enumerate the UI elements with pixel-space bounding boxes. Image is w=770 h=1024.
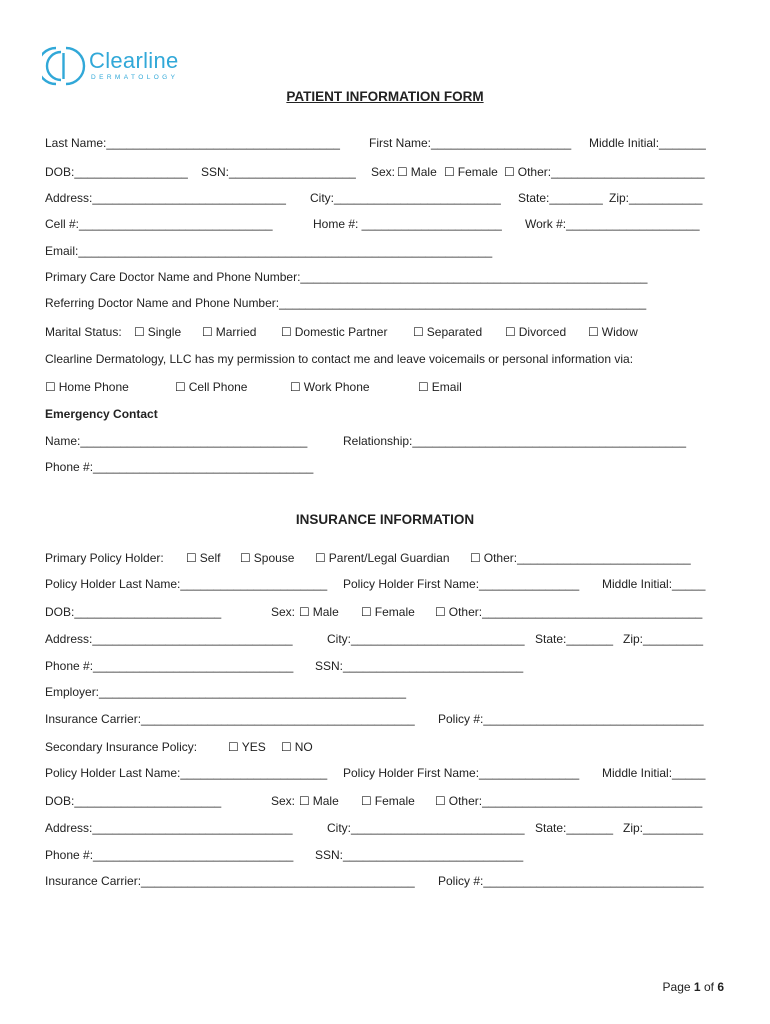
logo-name: Clearline [89, 48, 179, 73]
state-field[interactable]: State:________ [518, 191, 603, 205]
secondary-city-field[interactable]: City:__________________________ [327, 821, 525, 835]
secondary-carrier-field[interactable]: Insurance Carrier:_________________________________________ [45, 874, 415, 888]
secondary-state-field[interactable]: State:_______ [535, 821, 614, 835]
sex-female-checkbox[interactable]: ☐ Female [444, 165, 498, 179]
middle-initial-field[interactable]: Middle Initial:_______ [589, 136, 706, 150]
primary-policy-holder-label: Primary Policy Holder: [45, 551, 164, 565]
insurance-phone-field[interactable]: Phone #:______________________________ [45, 659, 294, 673]
secondary-sex-male-checkbox[interactable]: ☐ Male [299, 794, 339, 808]
insurance-ssn-field[interactable]: SSN:___________________________ [315, 659, 524, 673]
zip-field[interactable]: Zip:___________ [609, 191, 703, 205]
page-word: Page [662, 980, 691, 994]
secondary-holder-first-name-field[interactable]: Policy Holder First Name:_______________ [343, 766, 580, 780]
secondary-sex-female-checkbox[interactable]: ☐ Female [361, 794, 415, 808]
policy-number-field[interactable]: Policy #:_________________________________ [438, 712, 704, 726]
holder-parent-guardian-checkbox[interactable]: ☐ Parent/Legal Guardian [315, 551, 450, 565]
policy-holder-first-name-field[interactable]: Policy Holder First Name:_______________ [343, 577, 580, 591]
patient-form-title: PATIENT INFORMATION FORM [286, 89, 484, 104]
of-word: of [703, 980, 714, 994]
secondary-no-checkbox[interactable]: ☐ NO [281, 740, 313, 754]
insurance-state-field[interactable]: State:_______ [535, 632, 614, 646]
insurance-dob-field[interactable]: DOB:______________________ [45, 605, 222, 619]
secondary-phone-field[interactable]: Phone #:______________________________ [45, 848, 294, 862]
referring-doctor-field[interactable]: Referring Doctor Name and Phone Number:_______________________________________________________ [45, 296, 647, 310]
insurance-sex-male-checkbox[interactable]: ☐ Male [299, 605, 339, 619]
secondary-yes-checkbox[interactable]: ☐ YES [228, 740, 266, 754]
insurance-sex-other-checkbox[interactable]: ☐ Other:_________________________________ [435, 605, 702, 619]
contact-email-checkbox[interactable]: ☐ Email [418, 380, 462, 394]
secondary-policy-number-field[interactable]: Policy #:_________________________________ [438, 874, 704, 888]
holder-spouse-checkbox[interactable]: ☐ Spouse [240, 551, 294, 565]
sex-other-checkbox[interactable]: ☐ Other:_______________________ [504, 165, 705, 179]
contact-cell-phone-checkbox[interactable]: ☐ Cell Phone [175, 380, 247, 394]
email-field[interactable]: Email:______________________________________________________________ [45, 244, 493, 258]
secondary-address-field[interactable]: Address:______________________________ [45, 821, 293, 835]
first-name-field[interactable]: First Name:_____________________ [369, 136, 572, 150]
clearline-logo-icon [42, 44, 86, 88]
insurance-form-title: INSURANCE INFORMATION [295, 512, 475, 527]
insurance-zip-field[interactable]: Zip:_________ [623, 632, 704, 646]
secondary-insurance-label: Secondary Insurance Policy: [45, 740, 198, 754]
insurance-carrier-field[interactable]: Insurance Carrier:_________________________________________ [45, 712, 415, 726]
work-phone-field[interactable]: Work #:____________________ [525, 217, 700, 231]
sex-label: Sex: [371, 165, 396, 179]
contact-home-phone-checkbox[interactable]: ☐ Home Phone [45, 380, 129, 394]
policy-holder-middle-initial-field[interactable]: Middle Initial:_____ [602, 577, 706, 591]
secondary-holder-last-name-field[interactable]: Policy Holder Last Name:______________________ [45, 766, 328, 780]
secondary-zip-field[interactable]: Zip:_________ [623, 821, 704, 835]
insurance-city-field[interactable]: City:__________________________ [327, 632, 525, 646]
marital-domestic-partner-checkbox[interactable]: ☐ Domestic Partner [281, 325, 387, 339]
emergency-contact-heading: Emergency Contact [45, 407, 158, 421]
last-name-field[interactable]: Last Name:___________________________________ [45, 136, 340, 150]
cell-phone-field[interactable]: Cell #:_____________________________ [45, 217, 273, 231]
marital-divorced-checkbox[interactable]: ☐ Divorced [505, 325, 566, 339]
dob-field[interactable]: DOB:_________________ [45, 165, 188, 179]
policy-holder-last-name-field[interactable]: Policy Holder Last Name:______________________ [45, 577, 328, 591]
secondary-holder-middle-initial-field[interactable]: Middle Initial:_____ [602, 766, 706, 780]
holder-other-checkbox[interactable]: ☐ Other:__________________________ [470, 551, 691, 565]
page-number: 1 [693, 980, 701, 994]
logo [42, 44, 222, 88]
city-field[interactable]: City:_________________________ [310, 191, 501, 205]
marital-widow-checkbox[interactable]: ☐ Widow [588, 325, 638, 339]
insurance-sex-label: Sex: [271, 605, 296, 619]
secondary-sex-label: Sex: [271, 794, 296, 808]
secondary-dob-field[interactable]: DOB:______________________ [45, 794, 222, 808]
marital-status-label: Marital Status: [45, 325, 122, 339]
address-field[interactable]: Address:_____________________________ [45, 191, 286, 205]
home-phone-field[interactable]: Home #: _____________________ [313, 217, 502, 231]
emergency-name-field[interactable]: Name:__________________________________ [45, 434, 308, 448]
contact-work-phone-checkbox[interactable]: ☐ Work Phone [290, 380, 370, 394]
marital-separated-checkbox[interactable]: ☐ Separated [413, 325, 482, 339]
insurance-address-field[interactable]: Address:______________________________ [45, 632, 293, 646]
ssn-field[interactable]: SSN:___________________ [201, 165, 356, 179]
employer-field[interactable]: Employer:______________________________________________ [45, 685, 407, 699]
page-indicator [663, 980, 724, 994]
holder-self-checkbox[interactable]: ☐ Self [186, 551, 220, 565]
emergency-phone-field[interactable]: Phone #:_________________________________ [45, 460, 314, 474]
secondary-ssn-field[interactable]: SSN:___________________________ [315, 848, 524, 862]
logo-subtitle: DERMATOLOGY [91, 74, 179, 81]
sex-male-checkbox[interactable]: ☐ Male [397, 165, 437, 179]
page-total: 6 [717, 980, 724, 994]
marital-single-checkbox[interactable]: ☐ Single [134, 325, 181, 339]
permission-text: Clearline Dermatology, LLC has my permission to contact me and leave voicemails or personal information via: [45, 352, 634, 366]
primary-doctor-field[interactable]: Primary Care Doctor Name and Phone Number:____________________________________________________ [45, 270, 648, 284]
marital-married-checkbox[interactable]: ☐ Married [202, 325, 256, 339]
insurance-sex-female-checkbox[interactable]: ☐ Female [361, 605, 415, 619]
secondary-sex-other-checkbox[interactable]: ☐ Other:_________________________________ [435, 794, 702, 808]
emergency-relationship-field[interactable]: Relationship:_________________________________________ [343, 434, 687, 448]
